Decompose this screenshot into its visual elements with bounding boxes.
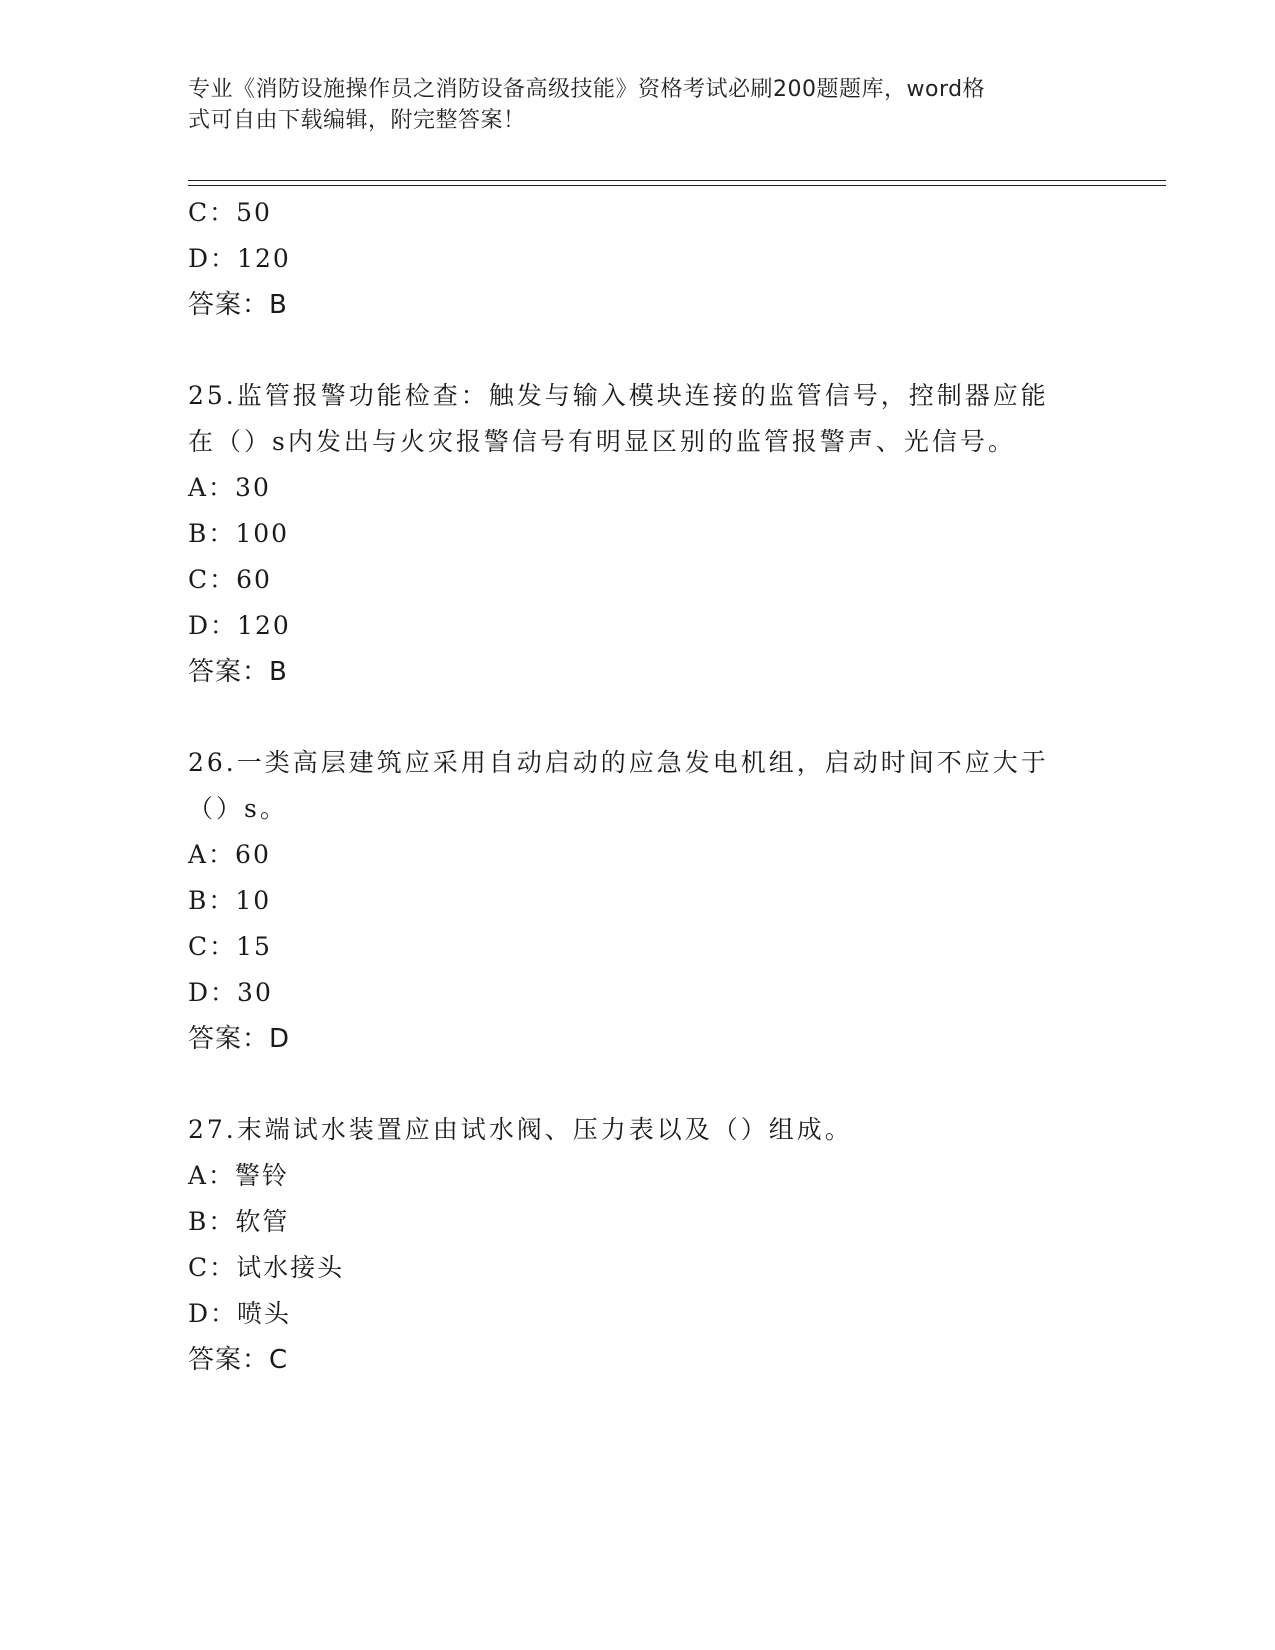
answer-label: 答案：C bbox=[188, 1345, 289, 1375]
question-26 bbox=[188, 740, 1088, 1062]
prev-question-tail bbox=[188, 190, 1088, 328]
question-25 bbox=[188, 373, 1088, 695]
question-stem-line-2: （）s。 bbox=[188, 794, 288, 823]
option-d: D：120 bbox=[188, 611, 291, 640]
question-stem-line-1: 25.监管报警功能检查：触发与输入模块连接的监管信号，控制器应能 bbox=[188, 381, 1049, 410]
option-b: B：软管 bbox=[188, 1207, 290, 1236]
spacer bbox=[188, 328, 1088, 373]
question-stem-line-1: 26.一类高层建筑应采用自动启动的应急发电机组，启动时间不应大于 bbox=[188, 748, 1049, 777]
page-header bbox=[188, 74, 1088, 136]
question-stem-line-1: 27.末端试水装置应由试水阀、压力表以及（）组成。 bbox=[188, 1115, 853, 1144]
option-a: A：60 bbox=[188, 840, 271, 869]
spacer bbox=[188, 1062, 1088, 1107]
header-text-line-2: 式可自由下载编辑，附完整答案！ bbox=[188, 108, 526, 133]
answer-label: 答案：B bbox=[188, 290, 288, 320]
spacer bbox=[188, 695, 1088, 740]
answer-label: 答案：D bbox=[188, 1024, 291, 1054]
option-d: D：120 bbox=[188, 244, 291, 273]
option-d: D：喷头 bbox=[188, 1299, 292, 1328]
option-a: A：警铃 bbox=[188, 1161, 290, 1190]
question-list bbox=[188, 190, 1088, 1383]
header-divider-top bbox=[188, 180, 1166, 181]
option-c: C：50 bbox=[188, 198, 272, 227]
option-d: D：30 bbox=[188, 978, 273, 1007]
option-c: C：试水接头 bbox=[188, 1253, 345, 1282]
question-27 bbox=[188, 1107, 1088, 1383]
option-c: C：60 bbox=[188, 565, 272, 594]
answer-label: 答案：B bbox=[188, 657, 288, 687]
option-a: A：30 bbox=[188, 473, 271, 502]
option-b: B：100 bbox=[188, 519, 290, 548]
option-b: B：10 bbox=[188, 886, 272, 915]
header-divider-bottom bbox=[188, 185, 1166, 186]
question-stem-line-2: 在（）s内发出与火灾报警信号有明显区别的监管报警声、光信号。 bbox=[188, 427, 1016, 456]
header-text-line-1: 专业《消防设施操作员之消防设备高级技能》资格考试必刷200题题库，word格 bbox=[188, 77, 986, 102]
option-c: C：15 bbox=[188, 932, 272, 961]
